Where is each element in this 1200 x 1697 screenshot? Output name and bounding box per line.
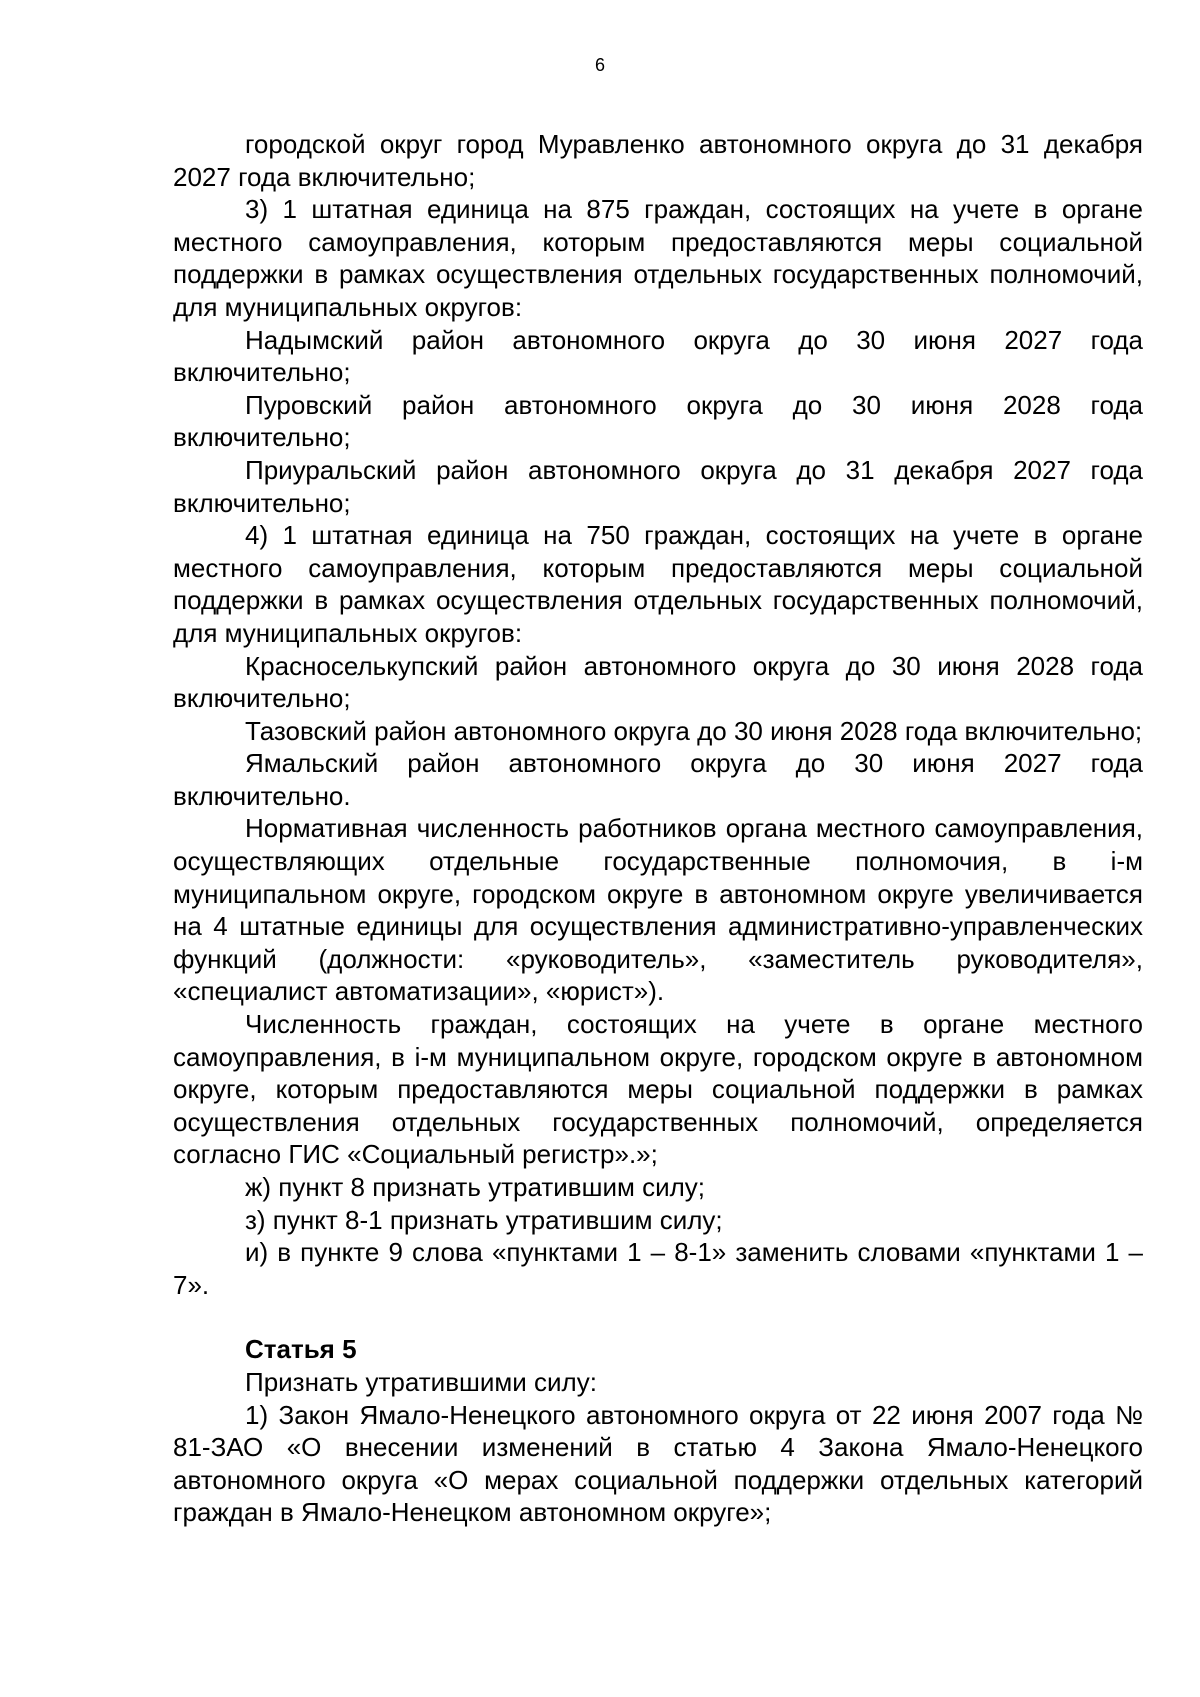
page-number: 6 (594, 55, 605, 75)
paragraph: Красноселькупский район автономного округа до 30 июня 2028 года включительно; (173, 650, 1143, 714)
paragraph: городской округ город Муравленко автономного округа до 31 декабря 2027 года включительно; (173, 129, 1143, 192)
paragraph: Пуровский район автономного округа до 30 июня 2028 года включительно; (173, 389, 1143, 453)
document-body (173, 128, 1143, 1529)
article-heading: Статья 5 (245, 1334, 357, 1365)
paragraph: ж) пункт 8 признать утратившим силу; (245, 1172, 706, 1202)
paragraph: Надымский район автономного округа до 30 июня 2027 года включительно; (173, 324, 1143, 388)
paragraph: 3) 1 штатная единица на 875 граждан, состоящих на учете в органе местного самоуправления, которым предоставляются меры социальной поддержки в рамках осуществления отдельных государственных полномочий, для муниципальных округов: (173, 194, 1143, 322)
paragraph: Численность граждан, состоящих на учете в органе местного самоуправления, в i-м муниципальном округе, городском округе в автономном округе, которым предоставляются меры социальной поддержки в рамках осуществления отдельных государственных полномочий, определяется согласно ГИС «Социальный регистр».»; (173, 1009, 1143, 1170)
spacer (173, 1301, 1143, 1333)
paragraph: Признать утратившими силу: (245, 1366, 597, 1397)
paragraph: Приуральский район автономного округа до 31 декабря 2027 года включительно; (173, 454, 1143, 518)
paragraph: 4) 1 штатная единица на 750 граждан, состоящих на учете в органе местного самоуправления, которым предоставляются меры социальной поддержки в рамках осуществления отдельных государственных полномочий, для муниципальных округов: (173, 520, 1143, 648)
paragraph: Ямальский район автономного округа до 30 июня 2027 года включительно. (173, 748, 1143, 811)
paragraph: 1) Закон Ямало-Ненецкого автономного округа от 22 июня 2007 года № 81-ЗАО «О внесении изменений в статью 4 Закона Ямало-Ненецкого автономного округа «О мерах социальной поддержки отдельных категорий граждан в Ямало-Ненецком автономном округе»; (173, 1399, 1143, 1528)
paragraph: и) в пункте 9 слова «пунктами 1 – 8-1» заменить словами «пунктами 1 – 7». (173, 1237, 1143, 1300)
paragraph: Нормативная численность работников органа местного самоуправления, осуществляющих отдельные государственные полномочия, в i-м муниципальном округе, городском округе в автономном округе увеличивается на 4 штатные единицы для осуществления административно-управленческих функций (должности: «руководитель», «заместитель руководителя», «специалист автоматизации», «юрист»). (173, 813, 1143, 1007)
paragraph: з) пункт 8-1 признать утратившим силу; (245, 1204, 723, 1235)
paragraph: Тазовский район автономного округа до 30 июня 2028 года включительно; (245, 715, 1143, 746)
